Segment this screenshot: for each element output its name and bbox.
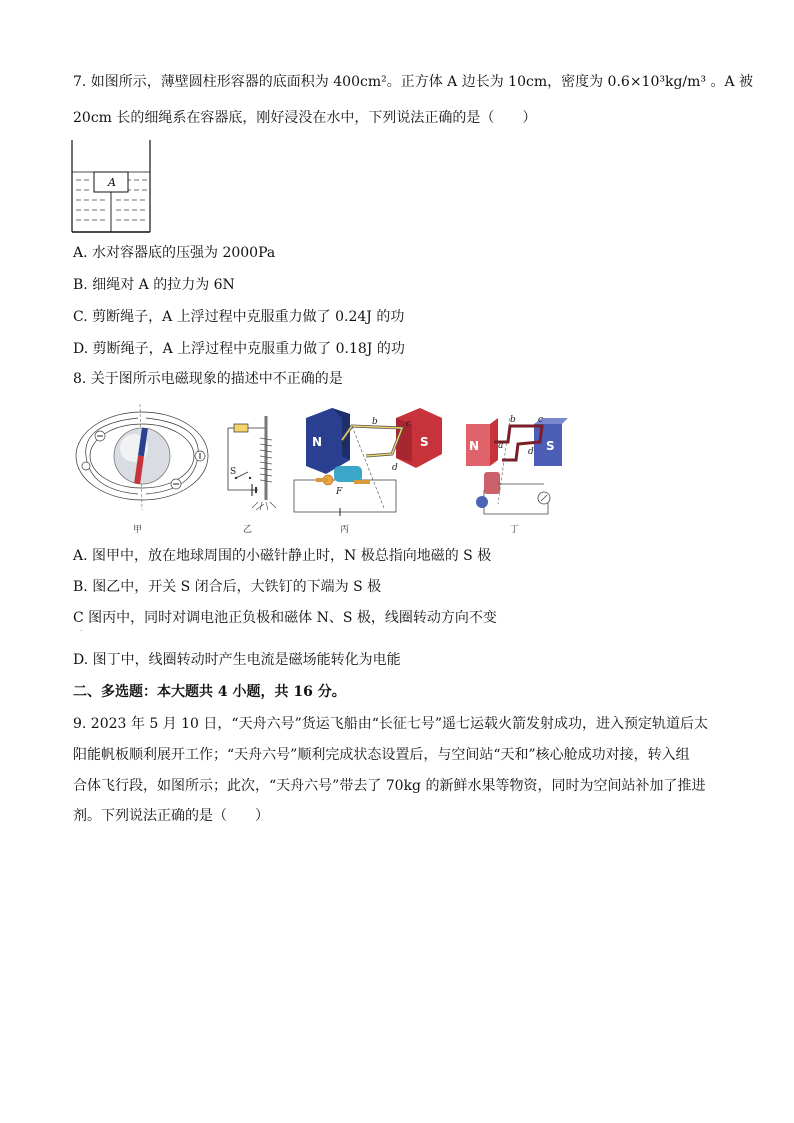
figure-bing-motor xyxy=(292,404,448,516)
bing-coil-c: c xyxy=(406,419,412,429)
bing-magnet-s: S xyxy=(420,435,429,449)
figure-jia-label: 甲 xyxy=(133,525,143,535)
q7-option-b: B. 细绳对 A 的拉力为 6N xyxy=(73,277,235,293)
q7-stem-line-2: 20cm 长的细绳系在容器底，刚好浸没在水中，下列说法正确的是（ ） xyxy=(73,110,537,126)
ding-coil-d: d xyxy=(528,447,534,457)
bing-magnet-n: N xyxy=(312,435,323,449)
stray-dot: · xyxy=(80,628,82,635)
q9-line-1: 9. 2023 年 5 月 10 日，“天舟六号”货运飞船由“长征七号”遥七运载火箭发射成功，进入预定轨道后太 xyxy=(73,716,709,732)
container-figure xyxy=(70,138,152,234)
q9-line-3: 合体飞行段，如图所示；此次，“天舟六号”带去了 70kg 的新鲜水果等物资，同时为空间站补加了推进 xyxy=(73,778,706,794)
ding-magnet-s: S xyxy=(546,439,555,453)
bing-brush-f: F xyxy=(336,487,343,497)
q7-option-c: C. 剪断绳子，A 上浮过程中克服重力做了 0.24J 的功 xyxy=(73,309,405,325)
q8-option-a: A. 图甲中，放在地球周围的小磁针静止时，N 极总指向地磁的 S 极 xyxy=(73,548,492,564)
q7-option-a: A. 水对容器底的压强为 2000Pa xyxy=(73,245,276,261)
q9-line-4: 剂。下列说法正确的是（ ） xyxy=(73,808,269,824)
bing-coil-a: a xyxy=(342,439,348,449)
figure-ding-generator xyxy=(458,414,570,518)
switch-label: S xyxy=(230,467,237,477)
bing-coil-b: b xyxy=(372,417,378,427)
q7-option-d: D. 剪断绳子，A 上浮过程中克服重力做了 0.18J 的功 xyxy=(73,341,405,357)
q9-line-2: 阳能帆板顺利展开工作；“天舟六号”顺利完成状态设置后，与空间站“天和”核心舱成功对接，转入组 xyxy=(73,747,690,763)
q8-option-c: C 图丙中，同时对调电池正负极和磁体 N、S 极，线圈转动方向不变 xyxy=(73,610,497,626)
block-a-label: A xyxy=(108,176,116,189)
ding-magnet-n: N xyxy=(469,439,480,453)
figure-yi-label: 乙 xyxy=(243,525,253,535)
figure-jia-earth-field xyxy=(72,404,212,516)
bing-coil-d: d xyxy=(392,463,398,473)
figure-ding-label: 丁 xyxy=(510,525,520,535)
q8-stem: 8. 关于图所示电磁现象的描述中不正确的是 xyxy=(73,371,343,387)
figure-bing-label: 丙 xyxy=(340,525,350,535)
ding-coil-b: b xyxy=(510,415,516,425)
q8-option-d: D. 图丁中，线圈转动时产生电流是磁场能转化为电能 xyxy=(73,652,401,668)
q7-stem-line-1: 7. 如图所示，薄壁圆柱形容器的底面积为 400cm²。正方体 A 边长为 10cm，密度为 0.6×10³kg/m³ 。A 被 xyxy=(73,74,754,90)
figure-yi-electromagnet xyxy=(222,412,284,512)
section-2-heading: 二、多选题：本大题共 4 小题，共 16 分。 xyxy=(73,684,346,700)
ding-coil-c: c xyxy=(538,415,544,425)
q8-option-b: B. 图乙中，开关 S 闭合后，大铁钉的下端为 S 极 xyxy=(73,579,382,595)
ding-coil-a: a xyxy=(498,441,504,451)
